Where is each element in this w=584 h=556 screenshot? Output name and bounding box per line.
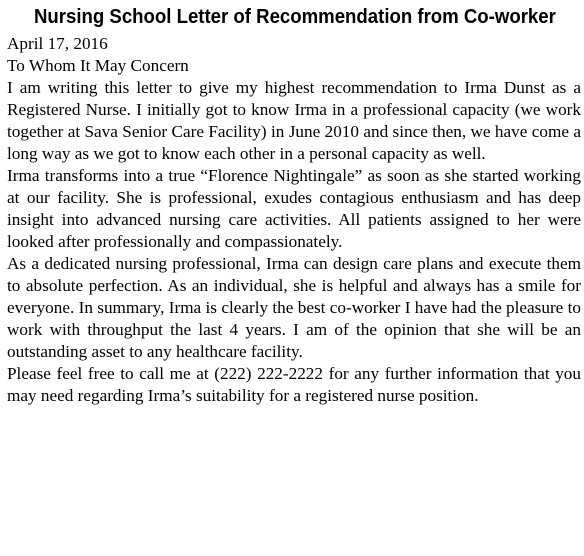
letter-paragraph-contact: Please feel free to call me at (222) 222-2222 for any further information that you may need regarding Irma’s suitability for a registered nurse position. xyxy=(7,364,581,405)
letter-salutation: To Whom It May Concern xyxy=(7,56,189,75)
letter-paragraph-qualities: Irma transforms into a true “Florence Nightingale” as soon as she started working at our facility. She is professional, exudes contagious enthusiasm and has deep insight into advanced nursing care activities. All patients assigned to her were looked after professionally and compassionately. xyxy=(7,166,581,251)
letter-paragraph-introduction: I am writing this letter to give my highest recommendation to Irma Dunst as a Registered Nurse. I initially got to know Irma in a professional capacity (we work together at Sava Senior Care Facility) in June 2010 and since then, we have come a long way as we got to know each other in a personal capacity as well. xyxy=(7,78,581,163)
letter-date: April 17, 2016 xyxy=(7,34,108,53)
letter-title: Nursing School Letter of Recommendation from Co-worker xyxy=(33,6,556,28)
letter-paragraph-summary: As a dedicated nursing professional, Irma can design care plans and execute them to absolute perfection. As an individual, she is helpful and always has a smile for everyone. In summary, Irma is clearly the best co-worker I have had the pleasure to work with throughput the last 4 years. I am of the opinion that she will be an outstanding asset to any healthcare facility. xyxy=(7,254,581,361)
recommendation-letter xyxy=(7,5,581,407)
